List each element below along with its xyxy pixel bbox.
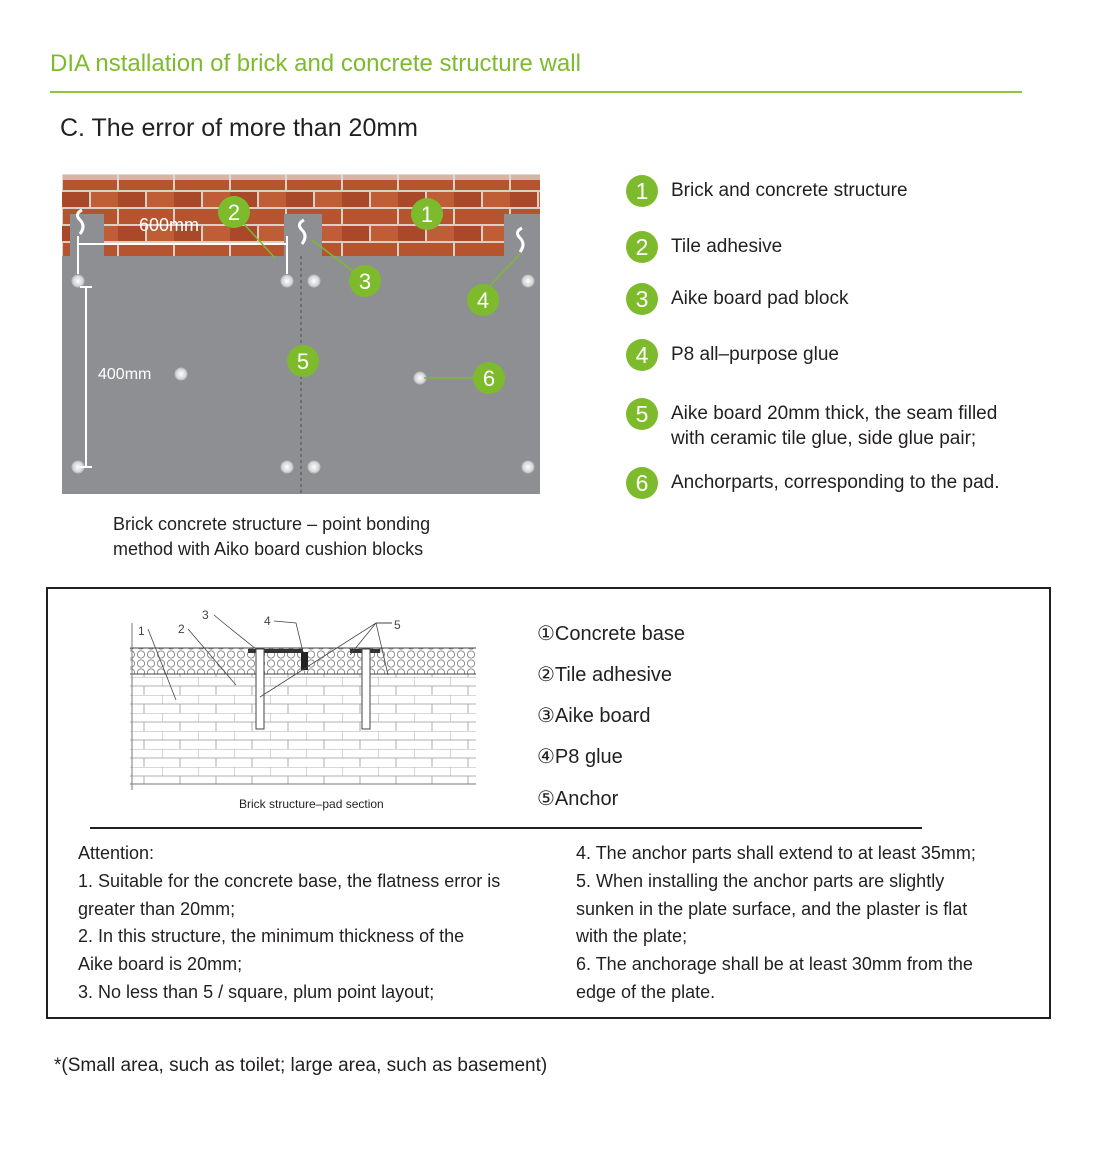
legend-number-badge: 1 bbox=[626, 175, 658, 207]
section-label-3: 3 bbox=[202, 608, 209, 622]
legend-text: Aike board 20mm thick, the seam filled with ceramic tile glue, side glue pair; bbox=[671, 403, 998, 449]
svg-text:1: 1 bbox=[420, 202, 434, 227]
legend-item bbox=[626, 283, 848, 315]
material-item: ②Tile adhesive bbox=[537, 664, 673, 686]
svg-text:2: 2 bbox=[227, 200, 241, 225]
legend-number-badge: 5 bbox=[626, 398, 658, 430]
footnote: *(Small area, such as toilet; large area, such as basement) bbox=[54, 1055, 548, 1076]
section-title: C. The error of more than 20mm bbox=[60, 114, 419, 142]
legend-number-badge: 2 bbox=[626, 231, 658, 263]
legend-text: Anchorparts, corresponding to the pad. bbox=[671, 472, 1000, 493]
legend-item bbox=[626, 398, 997, 451]
anchor bbox=[256, 649, 264, 729]
legend-text: P8 all–purpose glue bbox=[671, 344, 839, 365]
svg-text:4: 4 bbox=[476, 288, 490, 313]
material-item: ⑤Anchor bbox=[537, 788, 619, 810]
material-item: ④P8 glue bbox=[537, 746, 623, 768]
section-label-4: 4 bbox=[264, 614, 271, 628]
anchor bbox=[362, 649, 370, 729]
section-label-2: 2 bbox=[178, 622, 185, 636]
svg-text:5: 5 bbox=[296, 349, 310, 374]
legend-number-badge: 3 bbox=[626, 283, 658, 315]
section-drawing bbox=[126, 605, 486, 795]
attention-notes-left: Attention: 1. Suitable for the concrete base, the flatness error is greater than 20mm; 2. In this structure, the minimum thickness of the Aike board is 20mm; 3. No less than 5 / square, plum point layout; bbox=[78, 843, 501, 1002]
header-divider bbox=[50, 91, 1022, 93]
section-label-5: 5 bbox=[394, 618, 401, 632]
box-divider bbox=[90, 827, 922, 829]
brick-base-layer bbox=[130, 674, 476, 784]
legend-text: Aike board pad block bbox=[671, 288, 849, 309]
legend-number-badge: 6 bbox=[626, 467, 658, 499]
legend-text: Brick and concrete structure bbox=[671, 180, 908, 201]
legend-text: Tile adhesive bbox=[671, 236, 783, 257]
legend-item bbox=[626, 339, 839, 371]
wall-installation-illustration bbox=[62, 174, 540, 494]
pad-block bbox=[70, 214, 104, 264]
dimension-width-label: 600mm bbox=[139, 215, 200, 235]
legend-item bbox=[626, 467, 999, 499]
illustration-caption: Brick concrete structure – point bonding method with Aiko board cushion blocks bbox=[113, 514, 431, 559]
section-label-1: 1 bbox=[138, 624, 145, 638]
page-header-title: DIA nstallation of brick and concrete structure wall bbox=[50, 50, 581, 77]
section-caption: Brick structure–pad section bbox=[239, 797, 384, 811]
material-item: ③Aike board bbox=[537, 705, 651, 727]
svg-text:6: 6 bbox=[482, 366, 496, 391]
svg-text:3: 3 bbox=[358, 269, 372, 294]
legend-number-badge: 4 bbox=[626, 339, 658, 371]
legend-item bbox=[626, 231, 782, 263]
legend-item bbox=[626, 175, 908, 207]
attention-notes-right: 4. The anchor parts shall extend to at least 35mm; 5. When installing the anchor parts are slightly sunken in the plate surface, and the plaster is flat with the plate; 6. The anchorage shall be at least 30mm from the edge of the plate. bbox=[576, 843, 976, 1002]
material-item: ①Concrete base bbox=[537, 623, 686, 645]
dimension-height-label: 400mm bbox=[98, 366, 152, 383]
